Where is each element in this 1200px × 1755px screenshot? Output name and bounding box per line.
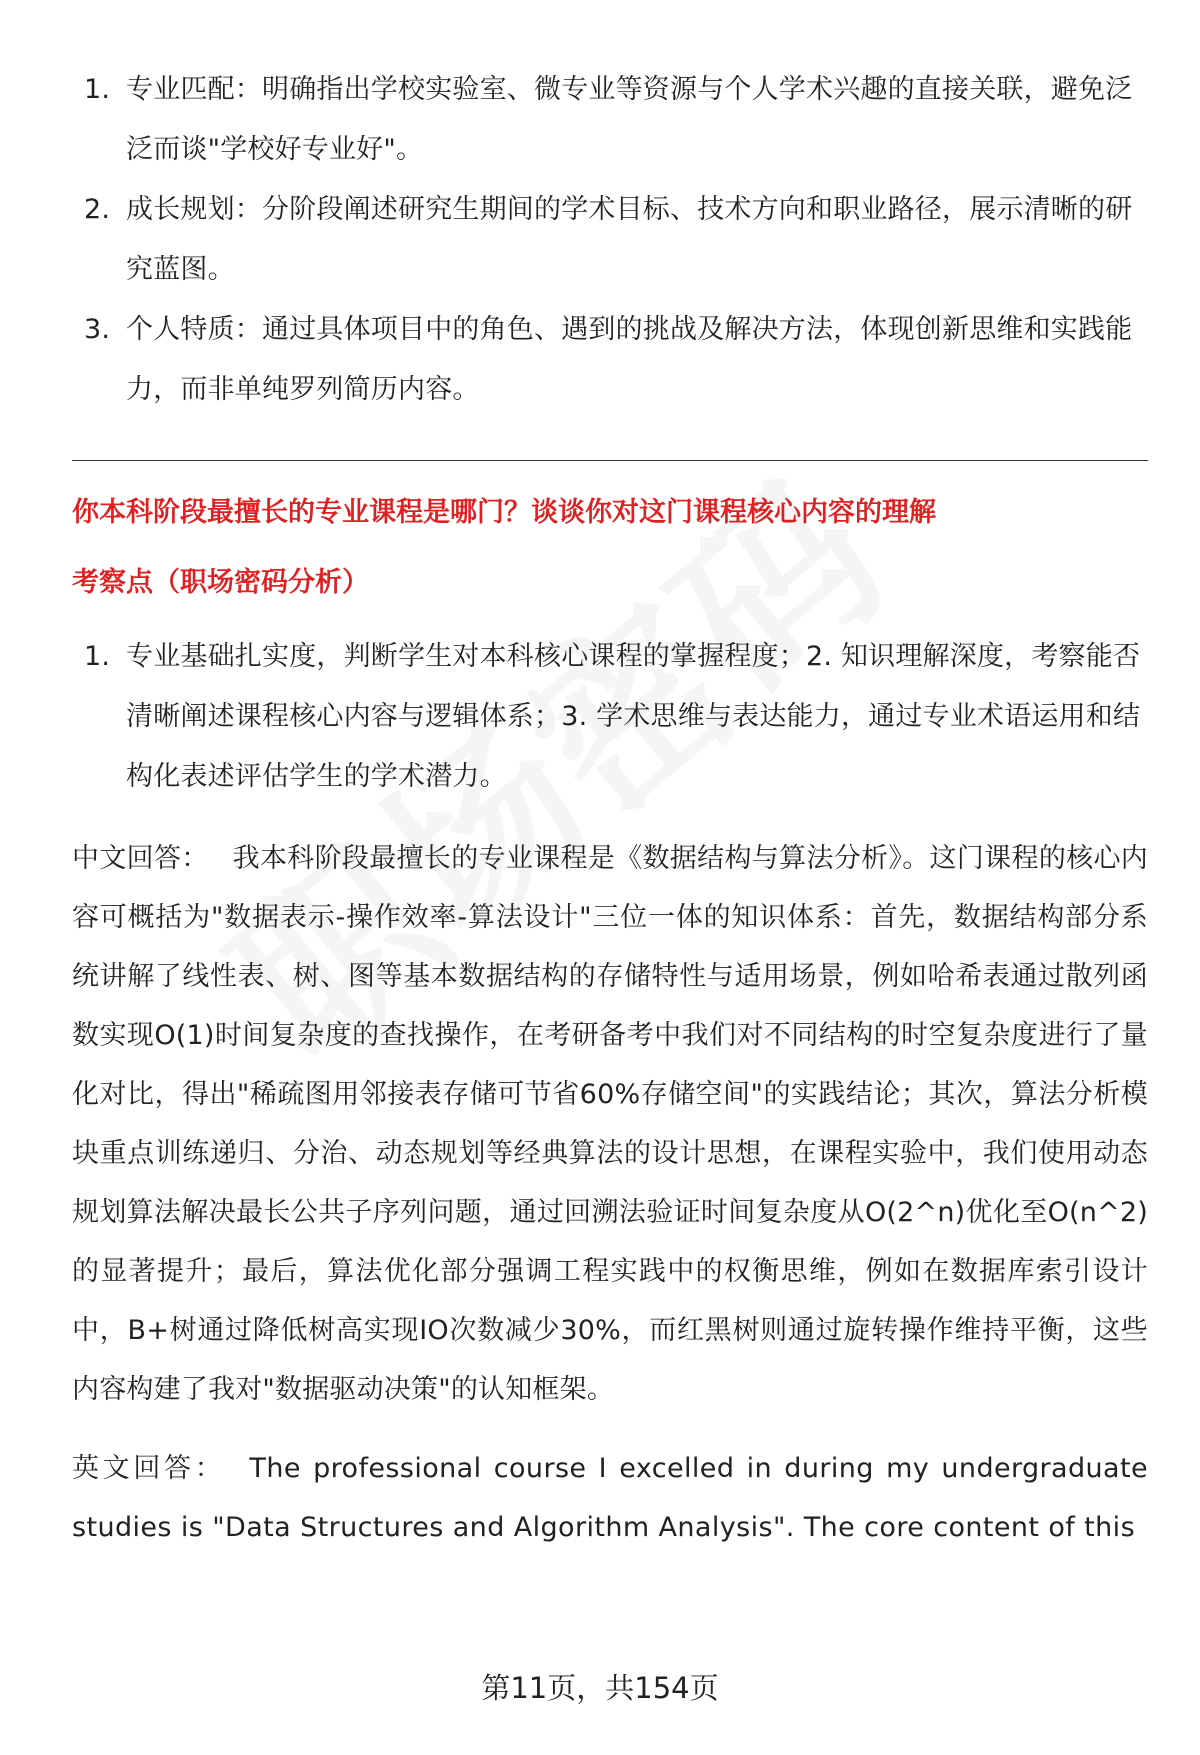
chinese-answer [72, 829, 1148, 1419]
list-item-text: 成长规划：分阶段阐述研究生期间的学术目标、技术方向和职业路径，展示清晰的研究蓝图。 [126, 194, 1133, 285]
point-heading: 考察点（职场密码分析） [72, 567, 369, 598]
list-item: 3. 个人特质：通过具体项目中的角色、遇到的挑战及解决方法，体现创新思维和实践能力，而非单纯罗列简历内容。 [84, 314, 1133, 405]
list-item-text: 专业匹配：明确指出学校实验室、微专业等资源与个人学术兴趣的直接关联，避免泛泛而谈"学校好专业好"。 [126, 74, 1133, 165]
question-heading: 你本科阶段最擅长的专业课程是哪门？谈谈你对这门课程核心内容的理解 [72, 497, 936, 528]
list-item: 1. 专业匹配：明确指出学校实验室、微专业等资源与个人学术兴趣的直接关联，避免泛泛而谈"学校好专业好"。 [84, 74, 1133, 165]
point-list [72, 627, 1148, 807]
criteria-list [72, 60, 1148, 420]
section-divider [72, 460, 1148, 461]
english-answer-label: 英文回答： [72, 1453, 226, 1484]
document-page [72, 60, 1148, 1557]
page-footer: 第11页，共154页 [481, 1671, 719, 1705]
chinese-answer-text: 我本科阶段最擅长的专业课程是《数据结构与算法分析》。这门课程的核心内容可概括为"数据表示-操作效率-算法设计"三位一体的知识体系：首先，数据结构部分系统讲解了线性表、树、图等基本数据结构的存储特性与适用场景，例如哈希表通过散列函数实现O(1)时间复杂度的查找操作，在考研备考中我们对不同结构的时空复杂度进行了量化对比，得出"稀疏图用邻接表存储可节省60%存储空间"的实践结论；其次，算法分析模块重点训练递归、分治、动态规划等经典算法的设计思想，在课程实验中，我们使用动态规划算法解决最长公共子序列问题，通过回溯法验证时间复杂度从O(2^n)优化至O(n^2)的显著提升；最后，算法优化部分强调工程实践中的权衡思维，例如在数据库索引设计中，B+树通过降低树高实现IO次数减少30%，而红黑树则通过旋转操作维持平衡，这些内容构建了我对"数据驱动决策"的认知框架。 [72, 843, 1148, 1405]
english-answer [72, 1439, 1148, 1557]
english-answer-text: The professional course I excelled in during my undergraduate studies is "Data Structures and Algorithm Analysis". The core content of this [72, 1453, 1148, 1543]
chinese-answer-label: 中文回答： [72, 843, 209, 874]
list-item: 1. 专业基础扎实度，判断学生对本科核心课程的掌握程度；2. 知识理解深度，考察能否清晰阐述课程核心内容与逻辑体系；3. 学术思维与表达能力，通过专业术语运用和结构化表述评估学生的学术潜力。 [84, 641, 1141, 792]
list-item-text: 个人特质：通过具体项目中的角色、遇到的挑战及解决方法，体现创新思维和实践能力，而非单纯罗列简历内容。 [126, 314, 1133, 405]
list-item-text: 专业基础扎实度，判断学生对本科核心课程的掌握程度；2. 知识理解深度，考察能否清晰阐述课程核心内容与逻辑体系；3. 学术思维与表达能力，通过专业术语运用和结构化表述评估学生的学术潜力。 [126, 641, 1141, 792]
list-item: 2. 成长规划：分阶段阐述研究生期间的学术目标、技术方向和职业路径，展示清晰的研究蓝图。 [84, 194, 1133, 285]
